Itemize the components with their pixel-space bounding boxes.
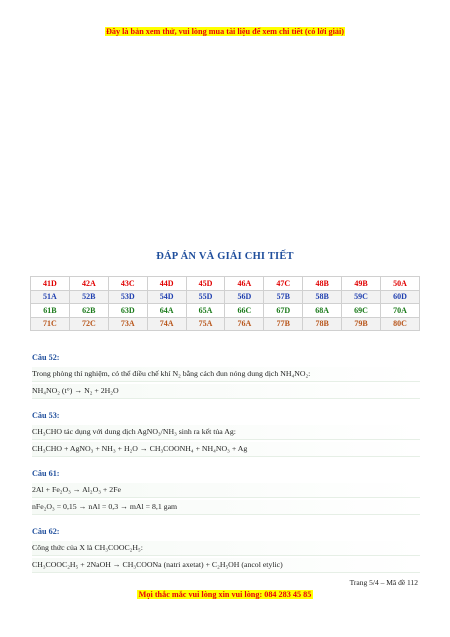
question-heading: Câu 62:: [32, 527, 60, 536]
answer-cell: 50A: [381, 277, 420, 291]
answer-cell: 69C: [342, 304, 381, 318]
answer-cell: 51A: [31, 290, 70, 304]
contact-footer: [0, 590, 450, 599]
answer-cell: 61B: [31, 304, 70, 318]
answer-row: [31, 317, 420, 331]
answer-cell: 46A: [225, 277, 264, 291]
answer-cell: 47C: [264, 277, 303, 291]
question-53: [32, 411, 420, 459]
answer-cell: 66C: [225, 304, 264, 318]
answer-cell: 63D: [108, 304, 147, 318]
question-line: CH₃CHO + AgNO₃ + NH₃ + H₂O → CH₃COONH₄ + NH₄NO₃ + Ag: [32, 442, 420, 457]
answer-cell: 80C: [381, 317, 420, 331]
question-line: NH₄NO₂ (t°) → N₂ + 2H₂O: [32, 384, 420, 399]
answer-cell: 43C: [108, 277, 147, 291]
answer-cell: 71C: [31, 317, 70, 331]
question-52: [32, 353, 420, 401]
answer-cell: 45D: [186, 277, 225, 291]
answer-cell: 73A: [108, 317, 147, 331]
answer-cell: 60D: [381, 290, 420, 304]
answer-cell: 62B: [69, 304, 108, 318]
question-line: 2Al + Fe₂O₃ → Al₂O₃ + 2Fe: [32, 483, 420, 498]
answer-cell: 74A: [147, 317, 186, 331]
answer-cell: 44D: [147, 277, 186, 291]
question-line: Công thức của X là CH₃COOC₂H₅:: [32, 541, 420, 556]
answer-cell: 68A: [303, 304, 342, 318]
answer-cell: 55D: [186, 290, 225, 304]
answer-cell: 41D: [31, 277, 70, 291]
answer-cell: 53D: [108, 290, 147, 304]
answer-cell: 48B: [303, 277, 342, 291]
page-number: Trang 5/4 – Mã đề 112: [349, 578, 418, 587]
answer-cell: 67D: [264, 304, 303, 318]
question-line: nFe₂O₃ = 0,15 → nAl = 0,3 → mAl = 8,1 gam: [32, 500, 420, 515]
answer-cell: 75A: [186, 317, 225, 331]
answer-cell: 58B: [303, 290, 342, 304]
preview-banner-text: Đây là bản xem thử, vui lòng mua tài liệu để xem chi tiết (có lời giải): [105, 27, 344, 36]
preview-banner: [0, 27, 450, 36]
question-heading: Câu 52:: [32, 353, 60, 362]
answer-row: [31, 277, 420, 291]
answer-cell: 76A: [225, 317, 264, 331]
answer-cell: 79B: [342, 317, 381, 331]
answer-cell: 56D: [225, 290, 264, 304]
answer-row: [31, 304, 420, 318]
answer-cell: 54D: [147, 290, 186, 304]
answer-cell: 70A: [381, 304, 420, 318]
answer-cell: 78B: [303, 317, 342, 331]
answer-cell: 77B: [264, 317, 303, 331]
answer-cell: 64A: [147, 304, 186, 318]
answer-cell: 42A: [69, 277, 108, 291]
answer-cell: 65A: [186, 304, 225, 318]
question-61: [32, 469, 420, 517]
answer-cell: 72C: [69, 317, 108, 331]
answer-cell: 49B: [342, 277, 381, 291]
answer-row: [31, 290, 420, 304]
question-heading: Câu 53:: [32, 411, 60, 420]
answer-cell: 52B: [69, 290, 108, 304]
question-line: Trong phòng thí nghiệm, có thể điều chế khí N₂ bằng cách đun nóng dung dịch NH₄NO₂:: [32, 367, 420, 382]
question-line: CH₃CHO tác dụng với dung dịch AgNO₃/NH₃ sinh ra kết tủa Ag:: [32, 425, 420, 440]
answer-cell: 57B: [264, 290, 303, 304]
contact-text: Mọi thắc mắc vui lòng xin vui lòng: 084 283 45 85: [138, 590, 312, 599]
question-line: CH₃COOC₂H₅ + 2NaOH → CH₃COONa (natri axetat) + C₂H₅OH (ancol etylic): [32, 558, 420, 573]
page-title: ĐÁP ÁN VÀ GIẢI CHI TIẾT: [156, 251, 294, 262]
answer-cell: 59C: [342, 290, 381, 304]
question-heading: Câu 61:: [32, 469, 60, 478]
answer-table: [30, 276, 420, 331]
question-62: [32, 527, 420, 575]
